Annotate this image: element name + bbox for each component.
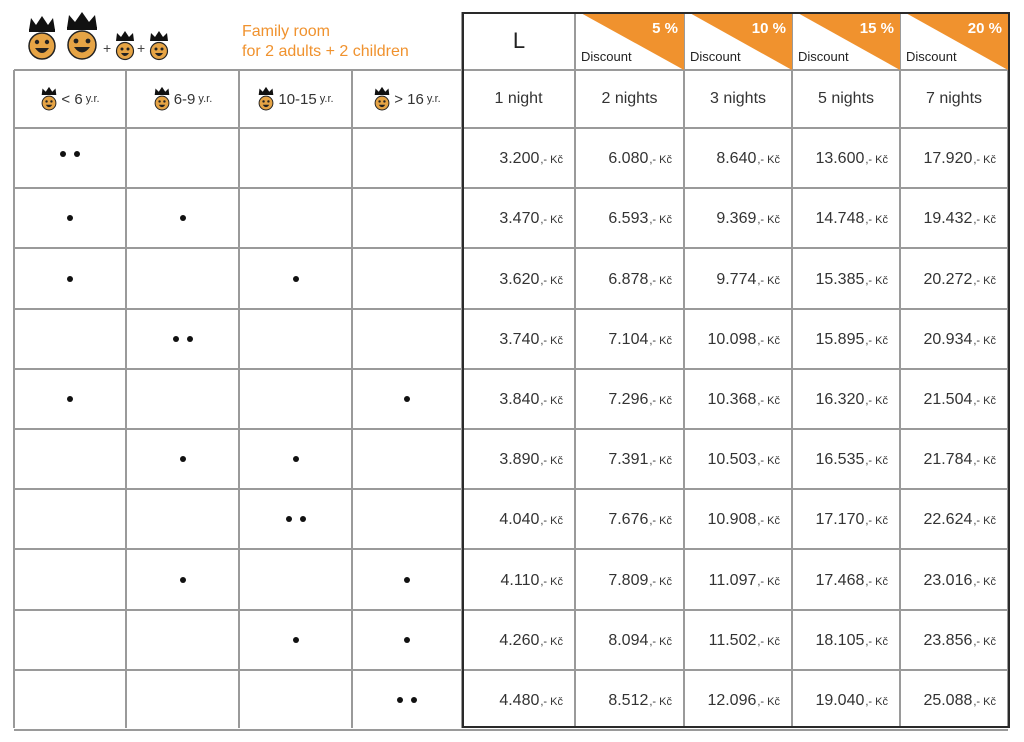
child-dot	[404, 577, 410, 583]
child-dot	[67, 215, 73, 221]
price-value: 4.110	[500, 571, 540, 589]
price-value: 7.391	[608, 451, 649, 469]
child-dot	[411, 697, 417, 703]
child-dot	[173, 336, 179, 342]
price-value: 9.369	[716, 210, 757, 228]
price-value: 7.676	[608, 511, 649, 529]
price-cell	[462, 331, 563, 349]
price-currency: ,- Kč	[540, 154, 563, 167]
grid-vline	[791, 12, 793, 728]
price-cell	[462, 572, 563, 590]
price-cell	[462, 511, 563, 529]
price-cell	[792, 632, 888, 650]
price-cell	[684, 391, 780, 409]
child-face-icon	[40, 86, 58, 112]
price-cell	[900, 632, 996, 650]
price-currency: ,- Kč	[649, 394, 672, 407]
child-dot	[74, 151, 80, 157]
price-value: 4.480	[499, 691, 540, 709]
price-currency: ,- Kč	[649, 515, 672, 528]
price-value: 21.504	[923, 390, 973, 408]
grid-hline	[14, 548, 1008, 550]
price-value: 17.170	[815, 511, 865, 529]
price-value: 6.080	[608, 150, 649, 168]
price-cell	[684, 572, 780, 590]
grid-hline	[14, 609, 1008, 611]
discount-percent: 5 %	[652, 20, 678, 37]
price-cell	[462, 271, 563, 289]
price-currency: ,- Kč	[757, 394, 780, 407]
child-dot	[67, 276, 73, 282]
price-cell	[900, 331, 996, 349]
plus-sign: +	[103, 40, 112, 56]
price-value: 3.200	[499, 150, 540, 168]
price-currency: ,- Kč	[865, 214, 888, 227]
child-dot	[67, 396, 73, 402]
price-cell	[900, 451, 996, 469]
price-currency: ,- Kč	[865, 455, 888, 468]
price-currency: ,- Kč	[865, 515, 888, 528]
age-unit: y.r.	[426, 93, 441, 105]
grid-hline	[14, 247, 1008, 249]
price-value: 7.104	[608, 330, 649, 348]
discount-header	[900, 12, 1008, 70]
age-unit: y.r.	[198, 93, 213, 105]
price-currency: ,- Kč	[865, 695, 888, 708]
price-cell	[575, 210, 672, 228]
price-currency: ,- Kč	[649, 274, 672, 287]
price-value: 4.040	[499, 511, 540, 529]
child-dot	[293, 637, 299, 643]
discount-header	[684, 12, 792, 70]
price-currency: ,- Kč	[540, 455, 563, 468]
price-currency: ,- Kč	[649, 575, 672, 588]
grid-hline	[14, 368, 1008, 370]
price-currency: ,- Kč	[757, 455, 780, 468]
price-cell	[575, 451, 672, 469]
child-face-icon	[257, 86, 275, 112]
price-currency: ,- Kč	[649, 695, 672, 708]
price-value: 8.512	[608, 691, 649, 709]
price-value: 16.535	[815, 451, 865, 469]
age-group-header	[14, 70, 126, 128]
discount-percent: 10 %	[751, 20, 786, 37]
child-dot	[60, 151, 66, 157]
price-cell	[684, 692, 780, 710]
age-range: 6-9	[173, 90, 196, 108]
price-currency: ,- Kč	[649, 334, 672, 347]
price-cell	[792, 150, 888, 168]
age-unit: y.r.	[319, 93, 334, 105]
price-cell	[684, 210, 780, 228]
age-range: < 6	[61, 90, 83, 108]
price-value: 6.878	[608, 270, 649, 288]
discount-label: Discount	[581, 49, 632, 64]
price-currency: ,- Kč	[973, 575, 996, 588]
title-line-2: for 2 adults + 2 children	[242, 43, 409, 60]
price-currency: ,- Kč	[649, 154, 672, 167]
small-crown-face-icon	[148, 30, 170, 62]
price-value: 20.934	[923, 330, 973, 348]
price-value: 23.016	[923, 571, 973, 589]
price-cell	[462, 692, 563, 710]
price-cell	[684, 150, 780, 168]
price-cell	[575, 271, 672, 289]
grid-vline	[899, 12, 901, 728]
grid-hline	[14, 669, 1008, 671]
small-crown-face-icon	[114, 30, 136, 62]
price-currency: ,- Kč	[757, 154, 780, 167]
price-value: 11.502	[708, 631, 757, 649]
price-cell	[575, 331, 672, 349]
room-type-label: L	[512, 28, 526, 53]
price-currency: ,- Kč	[865, 334, 888, 347]
discount-percent: 15 %	[859, 20, 894, 37]
price-cell	[462, 391, 563, 409]
discount-label: Discount	[798, 49, 849, 64]
child-face-icon	[153, 86, 171, 112]
grid-vline	[125, 70, 127, 728]
crown-face-icon	[64, 10, 100, 62]
price-cell	[684, 451, 780, 469]
age-group-header	[126, 70, 239, 128]
price-cell	[684, 632, 780, 650]
price-frame	[462, 12, 1010, 728]
price-cell	[792, 210, 888, 228]
price-value: 25.088	[923, 691, 973, 709]
price-currency: ,- Kč	[649, 214, 672, 227]
price-currency: ,- Kč	[973, 154, 996, 167]
age-group-header	[352, 70, 462, 128]
price-cell	[900, 150, 996, 168]
price-cell	[792, 572, 888, 590]
title-line-1: Family room	[242, 23, 331, 40]
price-cell	[900, 271, 996, 289]
price-currency: ,- Kč	[757, 575, 780, 588]
age-range: 10-15	[278, 90, 317, 108]
price-currency: ,- Kč	[865, 575, 888, 588]
price-currency: ,- Kč	[973, 274, 996, 287]
price-currency: ,- Kč	[540, 214, 563, 227]
price-cell	[575, 572, 672, 590]
price-cell	[792, 692, 888, 710]
price-value: 3.470	[499, 210, 540, 228]
grid-vline	[1007, 12, 1009, 728]
price-value: 10.368	[707, 390, 757, 408]
price-currency: ,- Kč	[865, 154, 888, 167]
grid-hline	[14, 729, 1008, 731]
price-cell	[575, 511, 672, 529]
nights-header: 5 nights	[817, 90, 875, 107]
price-currency: ,- Kč	[540, 334, 563, 347]
age-range: > 16	[394, 90, 424, 108]
price-value: 17.468	[815, 571, 865, 589]
price-value: 16.320	[815, 390, 865, 408]
price-value: 17.920	[923, 150, 973, 168]
price-currency: ,- Kč	[973, 635, 996, 648]
discount-header	[575, 12, 684, 70]
price-currency: ,- Kč	[973, 455, 996, 468]
price-currency: ,- Kč	[973, 394, 996, 407]
price-cell	[575, 150, 672, 168]
price-cell	[684, 511, 780, 529]
price-currency: ,- Kč	[649, 635, 672, 648]
discount-header	[792, 12, 900, 70]
price-value: 7.296	[608, 390, 649, 408]
price-value: 3.620	[499, 270, 540, 288]
child-dot	[293, 456, 299, 462]
price-value: 3.840	[499, 390, 540, 408]
price-value: 7.809	[608, 571, 649, 589]
price-cell	[575, 692, 672, 710]
price-cell	[900, 210, 996, 228]
price-value: 6.593	[608, 210, 649, 228]
price-cell	[575, 632, 672, 650]
price-cell	[462, 632, 563, 650]
child-dot	[293, 276, 299, 282]
price-currency: ,- Kč	[540, 575, 563, 588]
price-cell	[792, 271, 888, 289]
price-cell	[462, 451, 563, 469]
price-currency: ,- Kč	[649, 455, 672, 468]
child-dot	[187, 336, 193, 342]
price-currency: ,- Kč	[973, 515, 996, 528]
price-value: 19.040	[815, 691, 865, 709]
price-value: 21.784	[923, 451, 973, 469]
price-currency: ,- Kč	[973, 214, 996, 227]
child-dot	[180, 577, 186, 583]
crown-face-icon	[26, 14, 58, 62]
price-cell	[792, 331, 888, 349]
price-value: 8.094	[608, 631, 649, 649]
family-room-title	[242, 22, 409, 62]
price-cell	[792, 511, 888, 529]
price-currency: ,- Kč	[865, 635, 888, 648]
nights-header: 7 nights	[925, 90, 983, 107]
price-currency: ,- Kč	[973, 334, 996, 347]
price-value: 10.503	[707, 451, 757, 469]
price-currency: ,- Kč	[540, 274, 563, 287]
age-unit: y.r.	[85, 93, 100, 105]
price-value: 11.097	[708, 571, 757, 589]
price-cell	[684, 331, 780, 349]
price-cell	[462, 210, 563, 228]
price-currency: ,- Kč	[865, 394, 888, 407]
nights-header: 3 nights	[709, 90, 767, 107]
price-value: 9.774	[716, 270, 757, 288]
child-dot	[404, 637, 410, 643]
price-currency: ,- Kč	[865, 274, 888, 287]
price-value: 3.890	[499, 451, 540, 469]
price-value: 14.748	[815, 210, 865, 228]
price-cell	[900, 572, 996, 590]
price-cell	[792, 391, 888, 409]
grid-vline	[683, 12, 685, 728]
price-value: 20.272	[923, 270, 973, 288]
grid-vline	[351, 70, 353, 728]
price-cell	[575, 391, 672, 409]
discount-percent: 20 %	[967, 20, 1002, 37]
price-currency: ,- Kč	[757, 274, 780, 287]
price-value: 8.640	[716, 150, 757, 168]
discount-label: Discount	[690, 49, 741, 64]
price-cell	[900, 511, 996, 529]
price-currency: ,- Kč	[757, 334, 780, 347]
plus-sign: +	[137, 40, 146, 56]
price-value: 15.895	[815, 330, 865, 348]
price-value: 10.908	[707, 511, 757, 529]
price-value: 13.600	[815, 150, 865, 168]
discount-label: Discount	[906, 49, 957, 64]
family-icons	[24, 10, 184, 66]
nights-header: 1 night	[494, 90, 543, 107]
child-dot	[180, 456, 186, 462]
price-cell	[684, 271, 780, 289]
child-dot	[397, 697, 403, 703]
price-value: 18.105	[815, 631, 865, 649]
price-value: 19.432	[923, 210, 973, 228]
child-dot	[180, 215, 186, 221]
grid-hline	[14, 488, 1008, 490]
price-cell	[900, 692, 996, 710]
price-value: 23.856	[923, 631, 973, 649]
price-currency: ,- Kč	[757, 695, 780, 708]
child-dot	[404, 396, 410, 402]
grid-vline	[238, 70, 240, 728]
child-face-icon	[373, 86, 391, 112]
price-currency: ,- Kč	[973, 695, 996, 708]
price-cell	[792, 451, 888, 469]
price-cell	[900, 391, 996, 409]
grid-hline	[14, 308, 1008, 310]
price-value: 12.096	[707, 691, 757, 709]
grid-hline	[14, 187, 1008, 189]
price-currency: ,- Kč	[540, 635, 563, 648]
price-value: 4.260	[499, 631, 540, 649]
price-value: 3.740	[499, 330, 540, 348]
price-value: 10.098	[707, 330, 757, 348]
price-currency: ,- Kč	[540, 515, 563, 528]
nights-header: 2 nights	[601, 90, 658, 107]
child-dot	[286, 516, 292, 522]
price-value: 22.624	[923, 511, 973, 529]
price-currency: ,- Kč	[757, 214, 780, 227]
grid-vline	[574, 12, 576, 728]
age-group-header	[239, 70, 352, 128]
price-currency: ,- Kč	[757, 515, 780, 528]
price-value: 15.385	[815, 270, 865, 288]
price-currency: ,- Kč	[540, 695, 563, 708]
price-currency: ,- Kč	[540, 394, 563, 407]
price-currency: ,- Kč	[757, 635, 780, 648]
price-cell	[462, 150, 563, 168]
child-dot	[300, 516, 306, 522]
grid-vline	[13, 70, 15, 728]
grid-hline	[14, 428, 1008, 430]
